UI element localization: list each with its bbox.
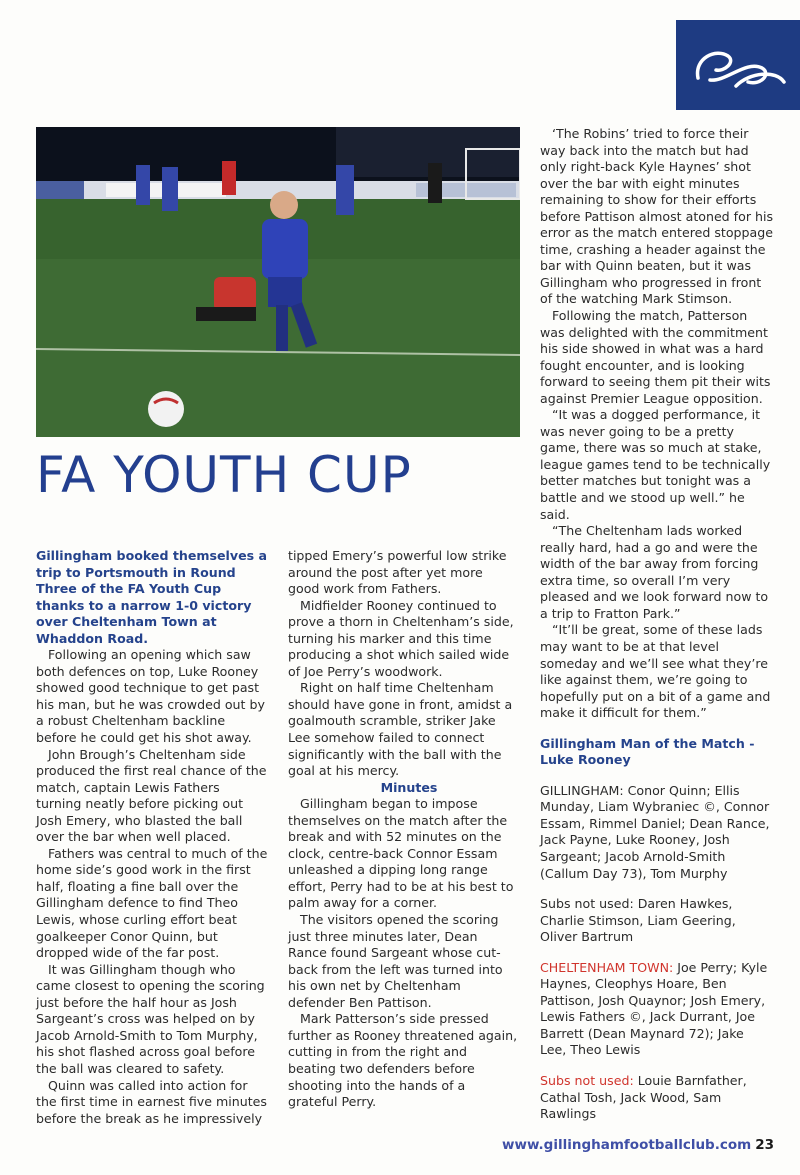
subs-players: Louie Barnfather, Cathal Tosh, Jack Wood, Sam Rawlings — [540, 1072, 747, 1122]
article-paragraph: “It’ll be great, some of these lads may want to be at that level someday and we’ll see what they’re like against them, we’re going to hopefully put on a bit of a game and make it difficult for them.” — [540, 622, 771, 721]
article-paragraph: Fathers was central to much of the home side’s good work in the first half, floating a fine ball over the Gillingham defence to find Theo Lewis, whose curling effort beat goalkeeper Conor Quinn, but dropped wide of the far post. — [36, 845, 268, 961]
team-label: GILLINGHAM: — [540, 782, 624, 798]
gfc-monogram-icon — [676, 20, 800, 110]
page-number: 23 — [755, 1137, 774, 1153]
team-players: Conor Quinn; Ellis Munday, Liam Wybraniec ©, Connor Essam, Rimmel Daniel; Dean Rance, Jack Payne, Luke Rooney, Josh Sargeant; Jacob Arnold-Smith (Callum Day 73), Tom Murphy — [540, 782, 770, 881]
subs-label: Subs not used: — [540, 1072, 634, 1088]
article-column-1 — [36, 548, 268, 1127]
article-paragraph: John Brough’s Cheltenham side produced the first real chance of the match, captain Lewis Fathers turning neatly before picking out Josh Emery, who blasted the ball over the bar when well placed. — [36, 746, 267, 845]
gillingham-subs: Subs not used: Daren Hawkes, Charlie Stimson, Liam Geering, Oliver Bartrum — [540, 896, 736, 945]
page-headline: FA YOUTH CUP — [36, 446, 412, 504]
article-paragraph: “The Cheltenham lads worked really hard, had a go and were the width of the bar away from forcing extra time, so overall I’m very pleased and we look forward now to a trip to Fratton Park.” — [540, 523, 769, 621]
article-paragraph: Quinn was called into action for the first time in earnest five minutes before the break as he impressively — [36, 1077, 267, 1126]
article-paragraph: Right on half time Cheltenham should have gone in front, amidst a goalmouth scramble, striker Jake Lee somehow failed to connect significantly with the ball with the goal at his mercy. — [288, 680, 513, 779]
website-url: www.gillinghamfootballclub.com — [502, 1137, 752, 1153]
football-match-illustration — [36, 127, 520, 437]
man-of-the-match: Gillingham Man of the Match - Luke Rooney — [540, 735, 755, 768]
article-column-3 — [540, 126, 774, 1137]
article-paragraph: Following an opening which saw both defences on top, Luke Rooney showed good technique to get past his man, but he was crowded out by a robust Cheltenham backline before he could get his shot away. — [36, 647, 265, 746]
section-subheading: Minutes — [380, 779, 438, 795]
article-paragraph: tipped Emery’s powerful low strike around the post after yet more good work from Fathers. — [288, 548, 507, 597]
team-label: CHELTENHAM TOWN: — [540, 959, 674, 975]
article-paragraph: Midfielder Rooney continued to prove a thorn in Cheltenham’s side, turning his marker and this time producing a shot which sailed wide of Joe Perry’s woodwork. — [288, 597, 514, 679]
team-players: Joe Perry; Kyle Haynes, Cleophys Hoare, Ben Pattison, Josh Quaynor; Josh Emery, Lewis Fathers ©, Jack Durrant, Joe Barrett (Dean Maynard 72); Jake Lee, Theo Lewis — [540, 959, 768, 1058]
match-photo — [36, 127, 520, 437]
article-paragraph: The visitors opened the scoring just three minutes later, Dean Rance found Sargeant whose cut-back from the left was turned into his own net by Cheltenham defender Ben Pattison. — [288, 912, 503, 1010]
article-column-2 — [288, 548, 518, 1111]
page-footer — [502, 1137, 774, 1153]
article-paragraph: “It was a dogged performance, it was never going to be a pretty game, there was so much at stake, league games tend to be technically better matches but tonight was a battle and we stood up well.” he said. — [540, 407, 771, 522]
article-paragraph: Following the match, Patterson was delighted with the commitment his side showed in what was a hard fought encounter, and is looking forward to seeing them pit their wits against Premier League opposition. — [540, 308, 771, 406]
cheltenham-lineup — [540, 960, 774, 1059]
article-paragraph: Mark Patterson’s side pressed further as Rooney threatened again, cutting in from the right and beating two defenders before shooting into the hands of a grateful Perry. — [288, 1011, 518, 1110]
article-lead: Gillingham booked themselves a trip to Portsmouth in Round Three of the FA Youth Cup thanks to a narrow 1-0 victory over Cheltenham Town at Whaddon Road. — [36, 548, 267, 646]
article-paragraph: It was Gillingham though who came closest to opening the scoring just before the half hour as Josh Sargeant’s cross was helped on by Jacob Arnold-Smith to Tom Murphy, his shot flashed across goal before the ball was cleared to safety. — [36, 961, 265, 1076]
gillingham-lineup — [540, 783, 774, 882]
article-paragraph: Gillingham began to impose themselves on the match after the break and with 52 minutes on the clock, centre-back Connor Essam unleashed a dipping long range effort, Perry had to be at his best to palm away for a corner. — [288, 796, 514, 911]
article-paragraph: ‘The Robins’ tried to force their way back into the match but had only right-back Kyle Haynes’ shot over the bar with eight minutes remaining to show for their efforts before Pattison almost atoned for his error as the match entered stoppage time, crashing a header against the bar with Quinn beaten, but it was Gillingham who progressed in front of the watching Mark Stimson. — [540, 126, 774, 307]
club-logo — [676, 20, 800, 110]
cheltenham-subs — [540, 1073, 774, 1123]
